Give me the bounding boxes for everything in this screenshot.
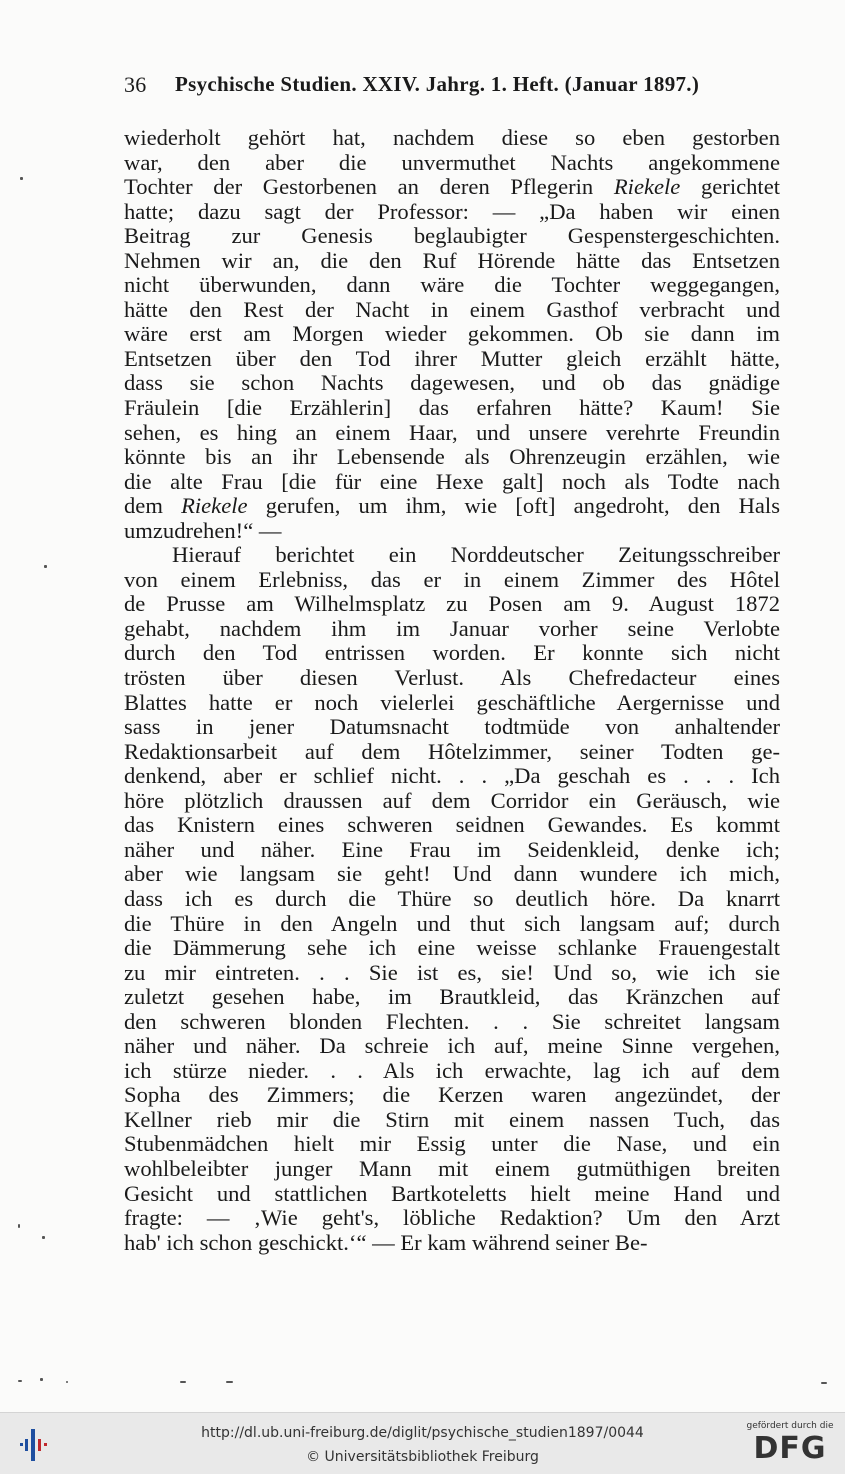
scan-speck — [66, 1381, 68, 1383]
scan-speck — [18, 1380, 22, 1382]
text-line: von einem Erlebniss, das er in einem Zimmer des Hôtel — [124, 567, 780, 592]
text-line: nicht überwunden, dann wäre die Tochter weggegangen, — [124, 273, 780, 298]
text-line: Blattes hatte er noch vielerlei geschäftliche Aergernisse und — [124, 690, 780, 715]
text-line: die alte Frau [die für eine Hexe galt] noch als Todte nach — [124, 469, 780, 494]
scan-speck — [226, 1381, 233, 1383]
dfg-caption: gefördert durch die — [746, 1421, 834, 1431]
article-body — [124, 126, 780, 1255]
text-line: umzudrehen!“ — — [124, 518, 282, 543]
text-line: Nehmen wir an, die den Ruf Hörende hätte das Entsetzen — [124, 248, 780, 273]
text-line: dass sie schon Nachts dagewesen, und ob das gnädige — [124, 371, 780, 396]
text-line: Entsetzen über den Tod ihrer Mutter gleich erzählt hätte, — [124, 346, 780, 371]
text-line: Gesicht und stattlichen Bartkoteletts hielt meine Hand und — [124, 1181, 780, 1206]
text-line: Kellner rieb mir die Stirn mit einem nassen Tuch, das — [124, 1107, 780, 1132]
text-line: hab' ich schon geschickt.‘“ — Er kam während seiner Be- — [124, 1230, 648, 1255]
text-line: Tochter der Gestorbenen an deren Pflegerin Riekele gerichtet — [124, 175, 780, 200]
scan-speck — [44, 565, 47, 568]
text-line: zuletzt gesehen habe, im Brautkleid, das Kränzchen auf — [124, 985, 780, 1010]
text-line: wäre erst am Morgen wieder gekommen. Ob sie dann im — [124, 322, 780, 347]
text-line: die Dämmerung sehe ich eine weisse schlanke Frauengestalt — [124, 936, 780, 961]
text-line: durch den Tod entrissen worden. Er konnte sich nicht — [124, 641, 780, 666]
text-line: Fräulein [die Erzählerin] das erfahren hätte? Kaum! Sie — [124, 396, 780, 421]
scan-speck — [40, 1378, 43, 1381]
permalink-url[interactable]: http://dl.ub.uni-freiburg.de/diglit/psychische_studien1897/0044 — [201, 1425, 644, 1441]
running-header — [124, 72, 780, 100]
scan-speck — [18, 1224, 20, 1228]
text-line: Redaktionsarbeit auf dem Hôtelzimmer, seiner Todten ge- — [124, 739, 780, 764]
dfg-funding-badge — [744, 1421, 836, 1469]
text-line: dem Riekele gerufen, um ihm, wie [oft] angedroht, den Hals — [124, 494, 780, 519]
text-line: Hierauf berichtet ein Norddeutscher Zeitungsschreiber — [172, 543, 780, 568]
text-line: aber wie langsam sie geht! Und dann wundere ich mich, — [124, 862, 780, 887]
text-line: wohlbeleibter junger Mann mit einem gutmüthigen breiten — [124, 1156, 780, 1181]
page-number: 36 — [124, 72, 147, 97]
text-line: Stubenmädchen hielt mir Essig unter die Nase, und ein — [124, 1132, 780, 1157]
scan-speck — [821, 1382, 827, 1384]
text-line: könnte bis an ihr Lebensende als Ohrenzeugin erzählen, wie — [124, 445, 780, 470]
text-line: war, den aber die unvermuthet Nachts angekommene — [124, 150, 780, 175]
text-line: zu mir eintreten. . . Sie ist es, sie! Und so, wie ich sie — [124, 960, 780, 985]
copyright-notice: © Universitätsbibliothek Freiburg — [306, 1449, 539, 1465]
text-line: höre plötzlich draussen auf dem Corridor ein Geräusch, wie — [124, 788, 780, 813]
scan-speck — [180, 1381, 186, 1383]
text-line: die Thüre in den Angeln und thut sich langsam auf; durch — [124, 911, 780, 936]
text-line: dass ich es durch die Thüre so deutlich höre. Da knarrt — [124, 886, 780, 911]
text-line: denkend, aber er schlief nicht. . . „Da geschah es . . . Ich — [124, 764, 780, 789]
journal-title: Psychische Studien. XXIV. Jahrg. 1. Heft. (Januar 1897.) — [175, 72, 700, 96]
text-line: hätte den Rest der Nacht in einem Gasthof verbracht und — [124, 297, 780, 322]
text-line: sass in jener Datumsnacht todtmüde von anhaltender — [124, 715, 780, 740]
text-line: hatte; dazu sagt der Professor: — „Da haben wir einen — [124, 199, 780, 224]
text-line: sehen, es hing an einem Haar, und unsere verehrte Freundin — [124, 420, 780, 445]
text-line: gehabt, nachdem ihm im Januar vorher seine Verlobte — [124, 616, 780, 641]
text-line: ich stürze nieder. . . Als ich erwachte, lag ich auf dem — [124, 1058, 780, 1083]
dfg-logo: DFG — [753, 1431, 827, 1466]
text-line: wiederholt gehört hat, nachdem diese so eben gestorben — [124, 126, 780, 150]
text-line: den schweren blonden Flechten. . . Sie schreitet langsam — [124, 1009, 780, 1034]
text-line: näher und näher. Eine Frau im Seidenkleid, denke ich; — [124, 837, 780, 862]
scan-speck — [42, 1236, 45, 1239]
text-line: Beitrag zur Genesis beglaubigter Gespenstergeschichten. — [124, 224, 780, 249]
text-line: das Knistern eines schweren seidnen Gewandes. Es kommt — [124, 813, 780, 838]
text-line: de Prusse am Wilhelmsplatz zu Posen am 9. August 1872 — [124, 592, 780, 617]
viewer-footer — [0, 1412, 845, 1474]
scan-speck — [20, 177, 23, 180]
text-line: fragte: — ‚Wie geht's, löbliche Redaktion? Um den Arzt — [124, 1206, 780, 1231]
text-line: trösten über diesen Verlust. Als Chefredacteur eines — [124, 666, 780, 691]
text-line: näher und näher. Da schreie ich auf, meine Sinne vergehen, — [124, 1034, 780, 1059]
text-line: Sopha des Zimmers; die Kerzen waren angezündet, der — [124, 1083, 780, 1108]
